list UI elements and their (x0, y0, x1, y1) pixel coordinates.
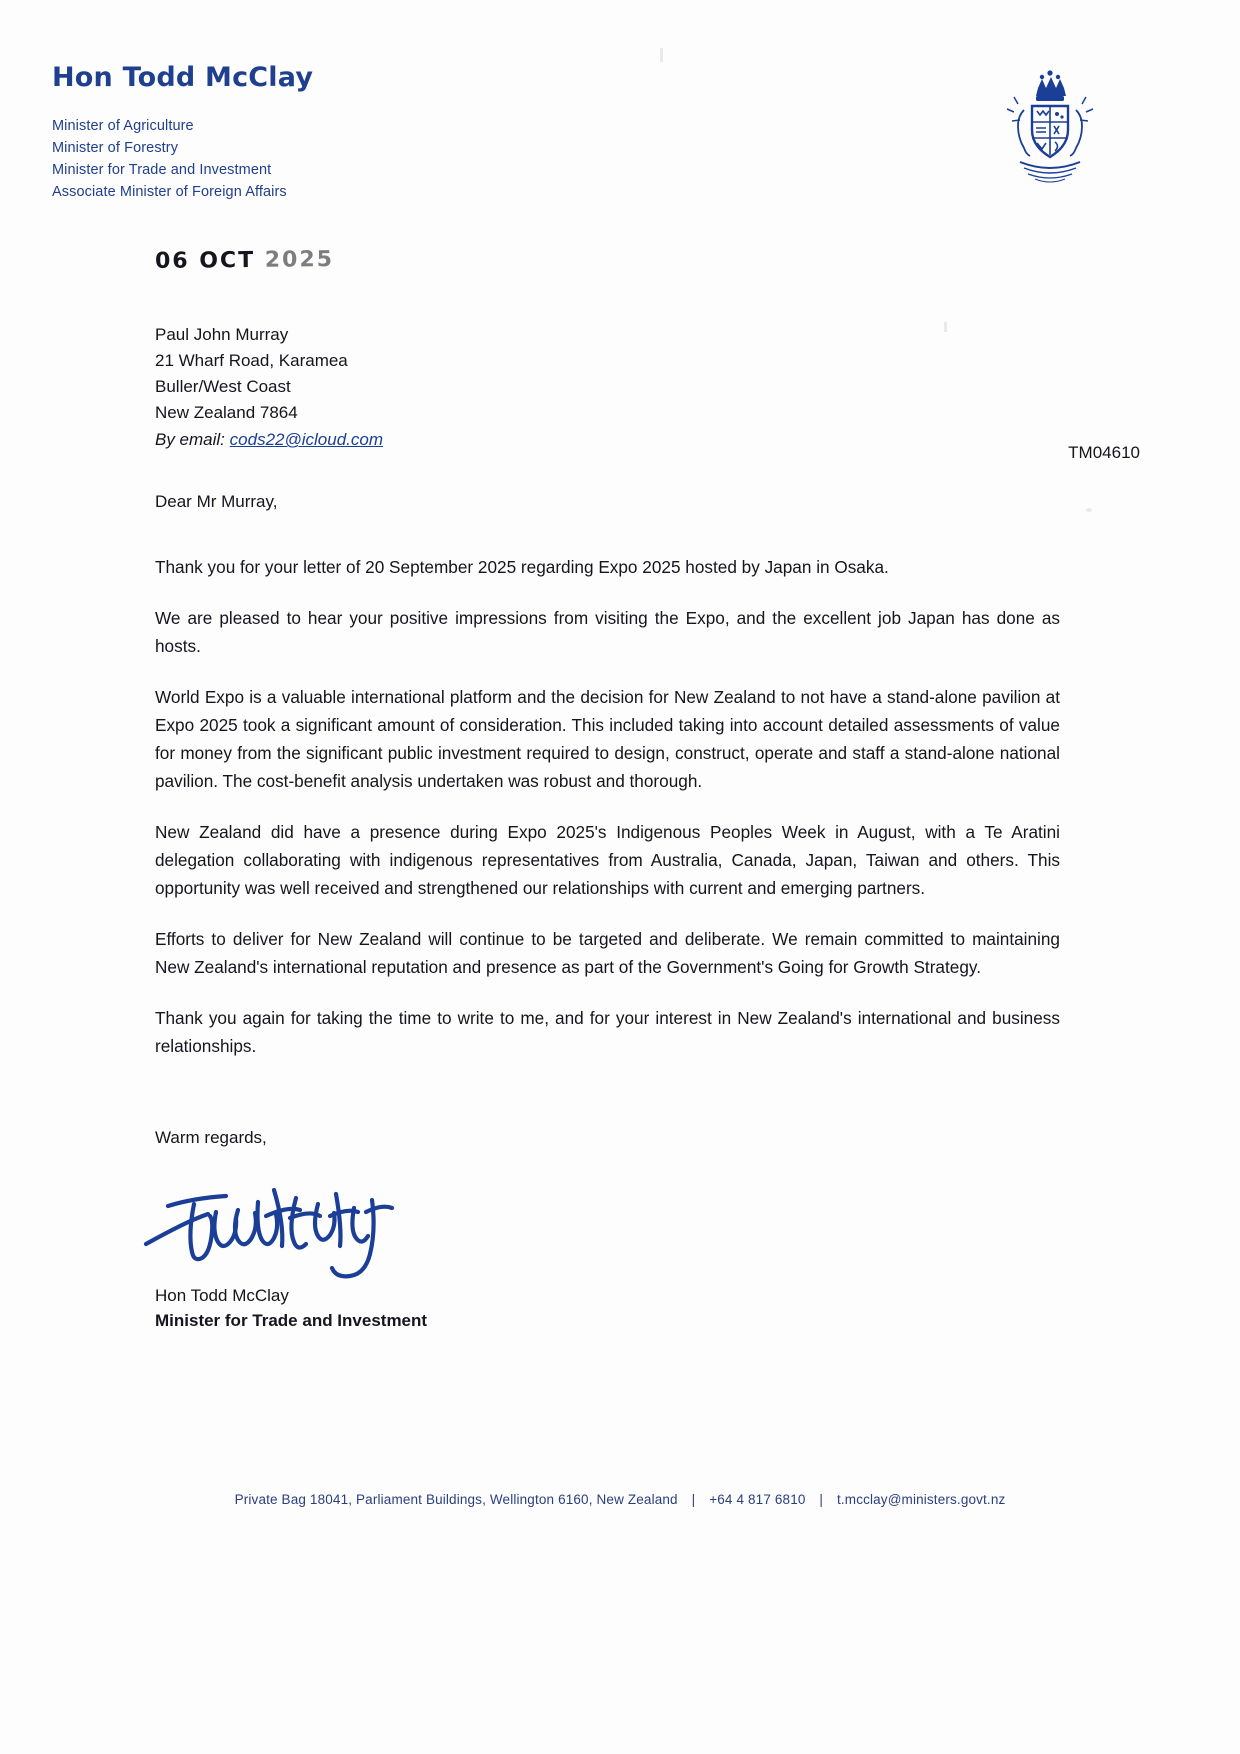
signer-name: Hon Todd McClay (155, 1286, 289, 1305)
by-email-label: By email: (155, 430, 225, 449)
body-paragraph: Efforts to deliver for New Zealand will continue to be targeted and deliberate. We remain committed to maintaining New Zealand's international reputation and presence as part of the Government's Going for Growth Strategy. (155, 929, 1060, 977)
handwritten-signature (140, 1160, 460, 1290)
body-paragraph: New Zealand did have a presence during Expo 2025's Indigenous Peoples Week in August, with a Te Aratini delegation collaborating with indigenous representatives from Australia, Canada, Japan, Taiwan and others. This opportunity was well received and strengthened our relationships with current and emerging partners. (155, 822, 1060, 898)
nz-coat-of-arms-icon (980, 58, 1120, 198)
reference-number: TM04610 (1068, 443, 1140, 462)
letter-body (155, 553, 1060, 1083)
scan-artifact (660, 48, 663, 62)
minister-title: Minister of Agriculture (52, 118, 194, 134)
body-paragraph: We are pleased to hear your positive impressions from visiting the Expo, and the excellent job Japan has done as hosts. (155, 608, 1060, 656)
minister-titles-list (52, 115, 692, 203)
signer-role: Minister for Trade and Investment (155, 1311, 428, 1330)
date-stamp-daymonth: 06 OCT (154, 247, 256, 274)
recipient-name: Paul John Murray (155, 325, 289, 344)
footer-separator: | (819, 1492, 824, 1507)
recipient-email-line (155, 427, 675, 453)
recipient-email-link[interactable]: cods22@icloud.com (229, 430, 383, 449)
body-paragraph: Thank you again for taking the time to write to me, and for your interest in New Zealand's international and business relationships. (155, 1008, 1060, 1056)
recipient-street: 21 Wharf Road, Karamea (155, 351, 348, 370)
signer-block (155, 1283, 427, 1333)
recipient-region: Buller/West Coast (155, 377, 291, 396)
closing-regards: Warm regards, (155, 1128, 267, 1147)
recipient-address-block (155, 322, 675, 453)
recipient-country-postcode: New Zealand 7864 (155, 403, 298, 422)
footer (0, 1492, 1240, 1507)
scan-artifact (1086, 508, 1092, 512)
date-stamp-year: 2025 (264, 247, 335, 273)
minister-title: Associate Minister of Foreign Affairs (52, 184, 287, 200)
salutation: Dear Mr Murray, (155, 492, 278, 511)
minister-title: Minister of Forestry (52, 140, 179, 156)
minister-title: Minister for Trade and Investment (52, 162, 272, 178)
letterhead (52, 62, 692, 203)
body-paragraph: Thank you for your letter of 20 September 2025 regarding Expo 2025 hosted by Japan in Osaka. (155, 557, 889, 577)
body-paragraph: World Expo is a valuable international platform and the decision for New Zealand to not have a stand-alone pavilion at Expo 2025 took a significant amount of consideration. This included taking into account detailed assessments of value for money from the significant public investment required to design, construct, operate and staff a stand-alone national pavilion. The cost-benefit analysis undertaken was robust and thorough. (155, 687, 1060, 791)
minister-name: Hon Todd McClay (52, 62, 314, 93)
scan-artifact (944, 322, 947, 332)
footer-email: t.mcclay@ministers.govt.nz (837, 1492, 1006, 1507)
footer-phone: +64 4 817 6810 (709, 1492, 806, 1507)
footer-separator: | (691, 1492, 696, 1507)
date-stamp (155, 247, 334, 274)
footer-address: Private Bag 18041, Parliament Buildings, Wellington 6160, New Zealand (234, 1492, 678, 1507)
